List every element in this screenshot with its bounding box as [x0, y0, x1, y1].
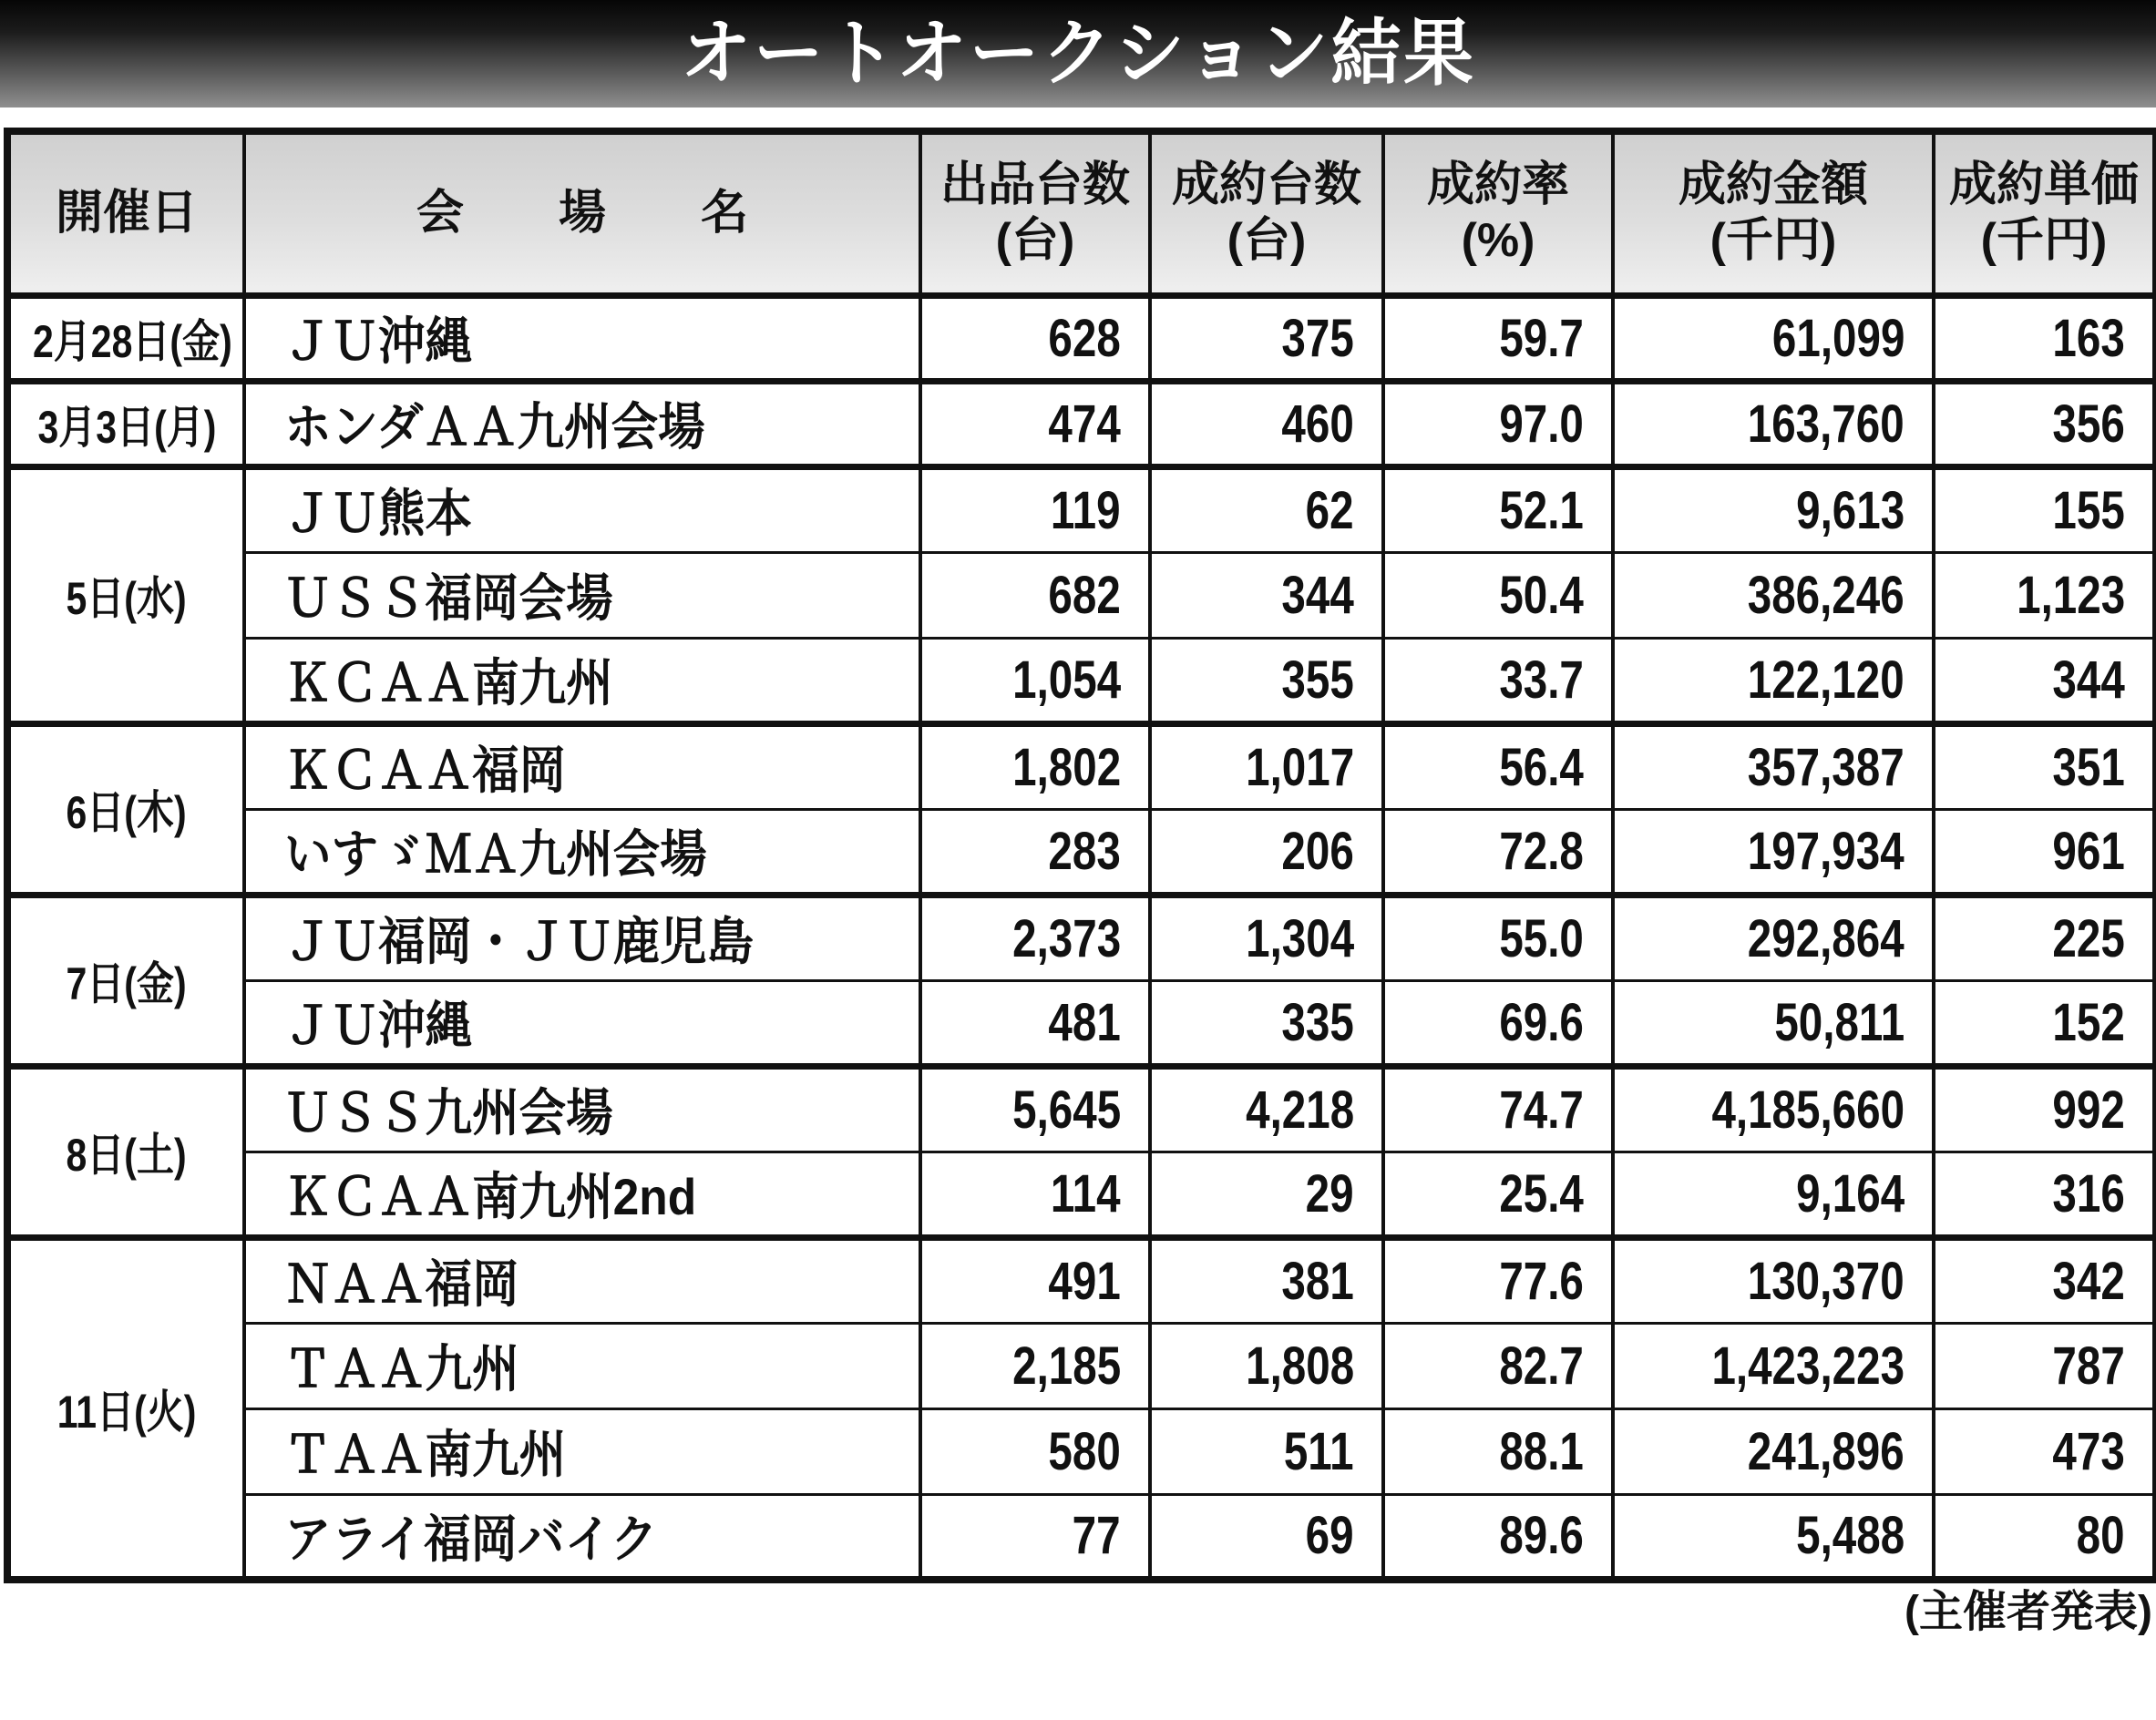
amount-cell	[1613, 1323, 1934, 1408]
listed-value: 628	[1048, 308, 1121, 368]
table-row	[7, 638, 2156, 723]
listed-value: 1,054	[1011, 650, 1121, 710]
unit-value: 961	[2052, 821, 2125, 881]
unit-value: 1,123	[2016, 565, 2125, 625]
amount-value: 197,934	[1748, 821, 1904, 881]
sold-cell	[1150, 381, 1383, 466]
rate-value: 97.0	[1499, 394, 1584, 454]
unit-cell	[1934, 1237, 2156, 1323]
listed-cell	[920, 638, 1150, 723]
date-cell	[7, 895, 244, 1066]
rate-value: 74.7	[1499, 1080, 1584, 1140]
venue-cell	[244, 895, 920, 980]
rate-value: 69.6	[1499, 992, 1584, 1052]
venue-label: ＪＵ熊本	[284, 485, 473, 542]
rate-cell	[1383, 1066, 1613, 1152]
date-label: 3月3日(月)	[37, 402, 216, 453]
rate-cell	[1383, 723, 1613, 809]
table-header	[7, 131, 2156, 295]
sold-value: 460	[1281, 394, 1354, 454]
date-cell	[7, 295, 244, 381]
listed-cell	[920, 466, 1150, 552]
table-row	[7, 1408, 2156, 1494]
sold-value: 1,304	[1245, 908, 1354, 968]
amount-cell	[1613, 381, 1934, 466]
rate-cell	[1383, 895, 1613, 980]
header-unit-price-label: 成約単価	[1948, 158, 2139, 211]
listed-cell	[920, 895, 1150, 980]
rate-value: 89.6	[1499, 1506, 1584, 1566]
venue-label: ＫＣＡＡ福岡	[284, 742, 567, 799]
amount-value: 4,185,660	[1711, 1080, 1904, 1140]
sold-value: 355	[1281, 650, 1354, 710]
sold-cell	[1150, 1494, 1383, 1580]
listed-value: 119	[1051, 480, 1121, 540]
header-rate-label: 成約率	[1426, 158, 1569, 211]
sold-cell	[1150, 295, 1383, 381]
rate-cell	[1383, 552, 1613, 638]
unit-value: 163	[2052, 308, 2125, 368]
amount-cell	[1613, 1237, 1934, 1323]
unit-cell	[1934, 295, 2156, 381]
header-sold-unit: (台)	[1227, 214, 1307, 268]
table-row	[7, 295, 2156, 381]
sold-value: 375	[1281, 308, 1354, 368]
header-venue	[244, 131, 920, 295]
sold-cell	[1150, 1237, 1383, 1323]
amount-cell	[1613, 895, 1934, 980]
date-cell	[7, 1237, 244, 1580]
sold-cell	[1150, 638, 1383, 723]
sold-value: 1,808	[1245, 1336, 1354, 1396]
unit-cell	[1934, 638, 2156, 723]
listed-cell	[920, 980, 1150, 1066]
unit-cell	[1934, 1066, 2156, 1152]
table-row	[7, 723, 2156, 809]
table-row	[7, 1066, 2156, 1152]
sold-value: 511	[1284, 1421, 1354, 1481]
date-label: 8日(土)	[66, 1130, 188, 1181]
amount-cell	[1613, 1152, 1934, 1237]
unit-value: 152	[2052, 992, 2125, 1052]
venue-label: ホンダＡＡ九州会場	[284, 398, 705, 456]
rate-cell	[1383, 1494, 1613, 1580]
amount-value: 163,760	[1748, 394, 1904, 454]
venue-cell	[244, 1494, 920, 1580]
sold-cell	[1150, 980, 1383, 1066]
table-row	[7, 381, 2156, 466]
rate-value: 88.1	[1499, 1421, 1584, 1481]
venue-label: ＵＳＳ九州会場	[284, 1084, 613, 1142]
amount-cell	[1613, 980, 1934, 1066]
sold-cell	[1150, 552, 1383, 638]
unit-value: 356	[2052, 394, 2125, 454]
venue-cell	[244, 809, 920, 895]
venue-cell	[244, 1237, 920, 1323]
amount-cell	[1613, 295, 1934, 381]
listed-value: 5,645	[1011, 1080, 1121, 1140]
table-row	[7, 895, 2156, 980]
listed-cell	[920, 723, 1150, 809]
sold-value: 4,218	[1245, 1080, 1354, 1140]
unit-value: 225	[2052, 908, 2125, 968]
venue-label: ＵＳＳ福岡会場	[284, 569, 613, 627]
rate-value: 56.4	[1499, 737, 1584, 797]
table-row	[7, 466, 2156, 552]
header-date	[7, 131, 244, 295]
unit-cell	[1934, 1323, 2156, 1408]
header-listed	[920, 131, 1150, 295]
unit-value: 351	[2052, 737, 2125, 797]
venue-cell	[244, 638, 920, 723]
rate-value: 72.8	[1499, 821, 1584, 881]
auction-table-body	[7, 295, 2156, 1580]
header-venue-label: 会 場 名	[416, 186, 748, 240]
listed-cell	[920, 1237, 1150, 1323]
table-row	[7, 1152, 2156, 1237]
amount-value: 9,613	[1795, 480, 1904, 540]
amount-cell	[1613, 723, 1934, 809]
listed-value: 682	[1048, 565, 1121, 625]
date-cell	[7, 466, 244, 723]
date-cell	[7, 381, 244, 466]
amount-cell	[1613, 552, 1934, 638]
venue-label: アライ福岡バイク	[284, 1510, 658, 1568]
listed-value: 491	[1048, 1251, 1121, 1311]
amount-cell	[1613, 638, 1934, 723]
rate-value: 82.7	[1499, 1336, 1584, 1396]
amount-value: 9,164	[1795, 1163, 1904, 1223]
venue-cell	[244, 1066, 920, 1152]
header-listed-label: 出品台数	[939, 158, 1130, 211]
rate-cell	[1383, 381, 1613, 466]
listed-cell	[920, 1494, 1150, 1580]
sold-value: 206	[1281, 821, 1354, 881]
amount-value: 241,896	[1748, 1421, 1904, 1481]
header-row	[7, 131, 2156, 295]
amount-value: 61,099	[1771, 308, 1904, 368]
rate-value: 55.0	[1499, 908, 1584, 968]
amount-cell	[1613, 1494, 1934, 1580]
venue-label: ＫＣＡＡ南九州	[284, 654, 613, 712]
sold-cell	[1150, 1066, 1383, 1152]
header-amount-label: 成約金額	[1678, 158, 1868, 211]
sold-value: 62	[1306, 480, 1354, 540]
listed-value: 77	[1073, 1506, 1121, 1566]
auction-results-table	[4, 128, 2156, 1583]
header-amount-unit: (千円)	[1709, 214, 1837, 268]
unit-cell	[1934, 552, 2156, 638]
sold-value: 381	[1281, 1251, 1354, 1311]
unit-value: 787	[2052, 1336, 2125, 1396]
venue-label: ＴＡＡ南九州	[284, 1426, 567, 1483]
sold-cell	[1150, 723, 1383, 809]
unit-cell	[1934, 1494, 2156, 1580]
amount-value: 1,423,223	[1711, 1336, 1904, 1396]
amount-cell	[1613, 466, 1934, 552]
source-note: (主催者発表)	[1904, 1588, 2152, 1636]
venue-cell	[244, 381, 920, 466]
amount-value: 122,120	[1748, 650, 1904, 710]
table-row	[7, 809, 2156, 895]
date-label: 7日(金)	[66, 958, 188, 1009]
unit-value: 155	[2052, 480, 2125, 540]
title-banner	[0, 0, 2156, 108]
header-rate-unit: (%)	[1461, 214, 1535, 268]
date-label: 5日(水)	[66, 573, 188, 624]
listed-cell	[920, 381, 1150, 466]
rate-cell	[1383, 1408, 1613, 1494]
table-row	[7, 1323, 2156, 1408]
venue-label: ＪＵ沖縄	[284, 312, 473, 370]
venue-label: いすゞＭＡ九州会場	[284, 825, 707, 883]
rate-cell	[1383, 809, 1613, 895]
sold-value: 69	[1306, 1506, 1354, 1566]
date-cell	[7, 723, 244, 895]
unit-cell	[1934, 809, 2156, 895]
unit-value: 80	[2077, 1506, 2125, 1566]
header-unit-price	[1934, 131, 2156, 295]
header-date-label: 開催日	[55, 186, 198, 240]
rate-cell	[1383, 295, 1613, 381]
venue-cell	[244, 1152, 920, 1237]
listed-cell	[920, 552, 1150, 638]
unit-cell	[1934, 895, 2156, 980]
rate-cell	[1383, 1237, 1613, 1323]
unit-value: 992	[2052, 1080, 2125, 1140]
unit-cell	[1934, 1152, 2156, 1237]
rate-value: 59.7	[1499, 308, 1584, 368]
rate-cell	[1383, 1323, 1613, 1408]
date-label: 11日(火)	[56, 1386, 197, 1438]
unit-cell	[1934, 466, 2156, 552]
unit-value: 344	[2052, 650, 2125, 710]
sold-cell	[1150, 1152, 1383, 1237]
sold-cell	[1150, 809, 1383, 895]
rate-value: 77.6	[1499, 1251, 1584, 1311]
listed-value: 114	[1051, 1163, 1121, 1223]
venue-label: ＪＵ福岡・ＪＵ鹿児島	[284, 913, 755, 970]
listed-value: 1,802	[1011, 737, 1121, 797]
amount-value: 386,246	[1748, 565, 1904, 625]
rate-cell	[1383, 466, 1613, 552]
sold-value: 344	[1281, 565, 1354, 625]
venue-label: ＪＵ沖縄	[284, 997, 473, 1054]
venue-cell	[244, 295, 920, 381]
venue-cell	[244, 552, 920, 638]
unit-cell	[1934, 723, 2156, 809]
venue-cell	[244, 466, 920, 552]
listed-cell	[920, 295, 1150, 381]
table-row	[7, 1494, 2156, 1580]
unit-cell	[1934, 381, 2156, 466]
listed-value: 474	[1048, 394, 1121, 454]
venue-label: ＫＣＡＡ南九州2nd	[284, 1168, 697, 1225]
unit-cell	[1934, 1408, 2156, 1494]
amount-cell	[1613, 1408, 1934, 1494]
date-label: 2月28日(金)	[33, 316, 232, 367]
rate-value: 50.4	[1499, 565, 1584, 625]
venue-cell	[244, 723, 920, 809]
header-sold-label: 成約台数	[1171, 158, 1361, 211]
listed-cell	[920, 1066, 1150, 1152]
sold-cell	[1150, 895, 1383, 980]
table-row	[7, 980, 2156, 1066]
amount-value: 357,387	[1748, 737, 1904, 797]
rate-cell	[1383, 638, 1613, 723]
unit-value: 473	[2052, 1421, 2125, 1481]
listed-value: 580	[1048, 1421, 1121, 1481]
rate-cell	[1383, 1152, 1613, 1237]
amount-value: 5,488	[1795, 1506, 1904, 1566]
header-sold	[1150, 131, 1383, 295]
listed-cell	[920, 1152, 1150, 1237]
page-title: オートオークション結果	[680, 13, 1476, 94]
sold-cell	[1150, 466, 1383, 552]
amount-cell	[1613, 1066, 1934, 1152]
table-row	[7, 552, 2156, 638]
sold-value: 29	[1306, 1163, 1354, 1223]
rate-value: 52.1	[1499, 480, 1584, 540]
listed-value: 481	[1048, 992, 1121, 1052]
header-amount	[1613, 131, 1934, 295]
amount-value: 50,811	[1774, 992, 1904, 1052]
amount-value: 292,864	[1748, 908, 1904, 968]
date-label: 6日(木)	[66, 787, 188, 838]
rate-value: 25.4	[1499, 1163, 1584, 1223]
venue-cell	[244, 980, 920, 1066]
date-cell	[7, 1066, 244, 1237]
listed-cell	[920, 809, 1150, 895]
header-unit-price-unit: (千円)	[1980, 214, 2108, 268]
venue-cell	[244, 1323, 920, 1408]
header-listed-unit: (台)	[995, 214, 1075, 268]
venue-cell	[244, 1408, 920, 1494]
listed-value: 2,373	[1011, 908, 1121, 968]
unit-value: 316	[2052, 1163, 2125, 1223]
sold-cell	[1150, 1323, 1383, 1408]
listed-cell	[920, 1323, 1150, 1408]
rate-cell	[1383, 980, 1613, 1066]
amount-cell	[1613, 809, 1934, 895]
venue-label: ＴＡＡ九州	[284, 1340, 519, 1398]
listed-cell	[920, 1408, 1150, 1494]
sold-value: 335	[1281, 992, 1354, 1052]
sold-value: 1,017	[1245, 737, 1354, 797]
venue-label: ＮＡＡ福岡	[284, 1255, 519, 1313]
rate-value: 33.7	[1499, 650, 1584, 710]
listed-value: 2,185	[1011, 1336, 1121, 1396]
unit-value: 342	[2052, 1251, 2125, 1311]
listed-value: 283	[1048, 821, 1121, 881]
header-rate	[1383, 131, 1613, 295]
sold-cell	[1150, 1408, 1383, 1494]
table-row	[7, 1237, 2156, 1323]
amount-value: 130,370	[1748, 1251, 1904, 1311]
unit-cell	[1934, 980, 2156, 1066]
